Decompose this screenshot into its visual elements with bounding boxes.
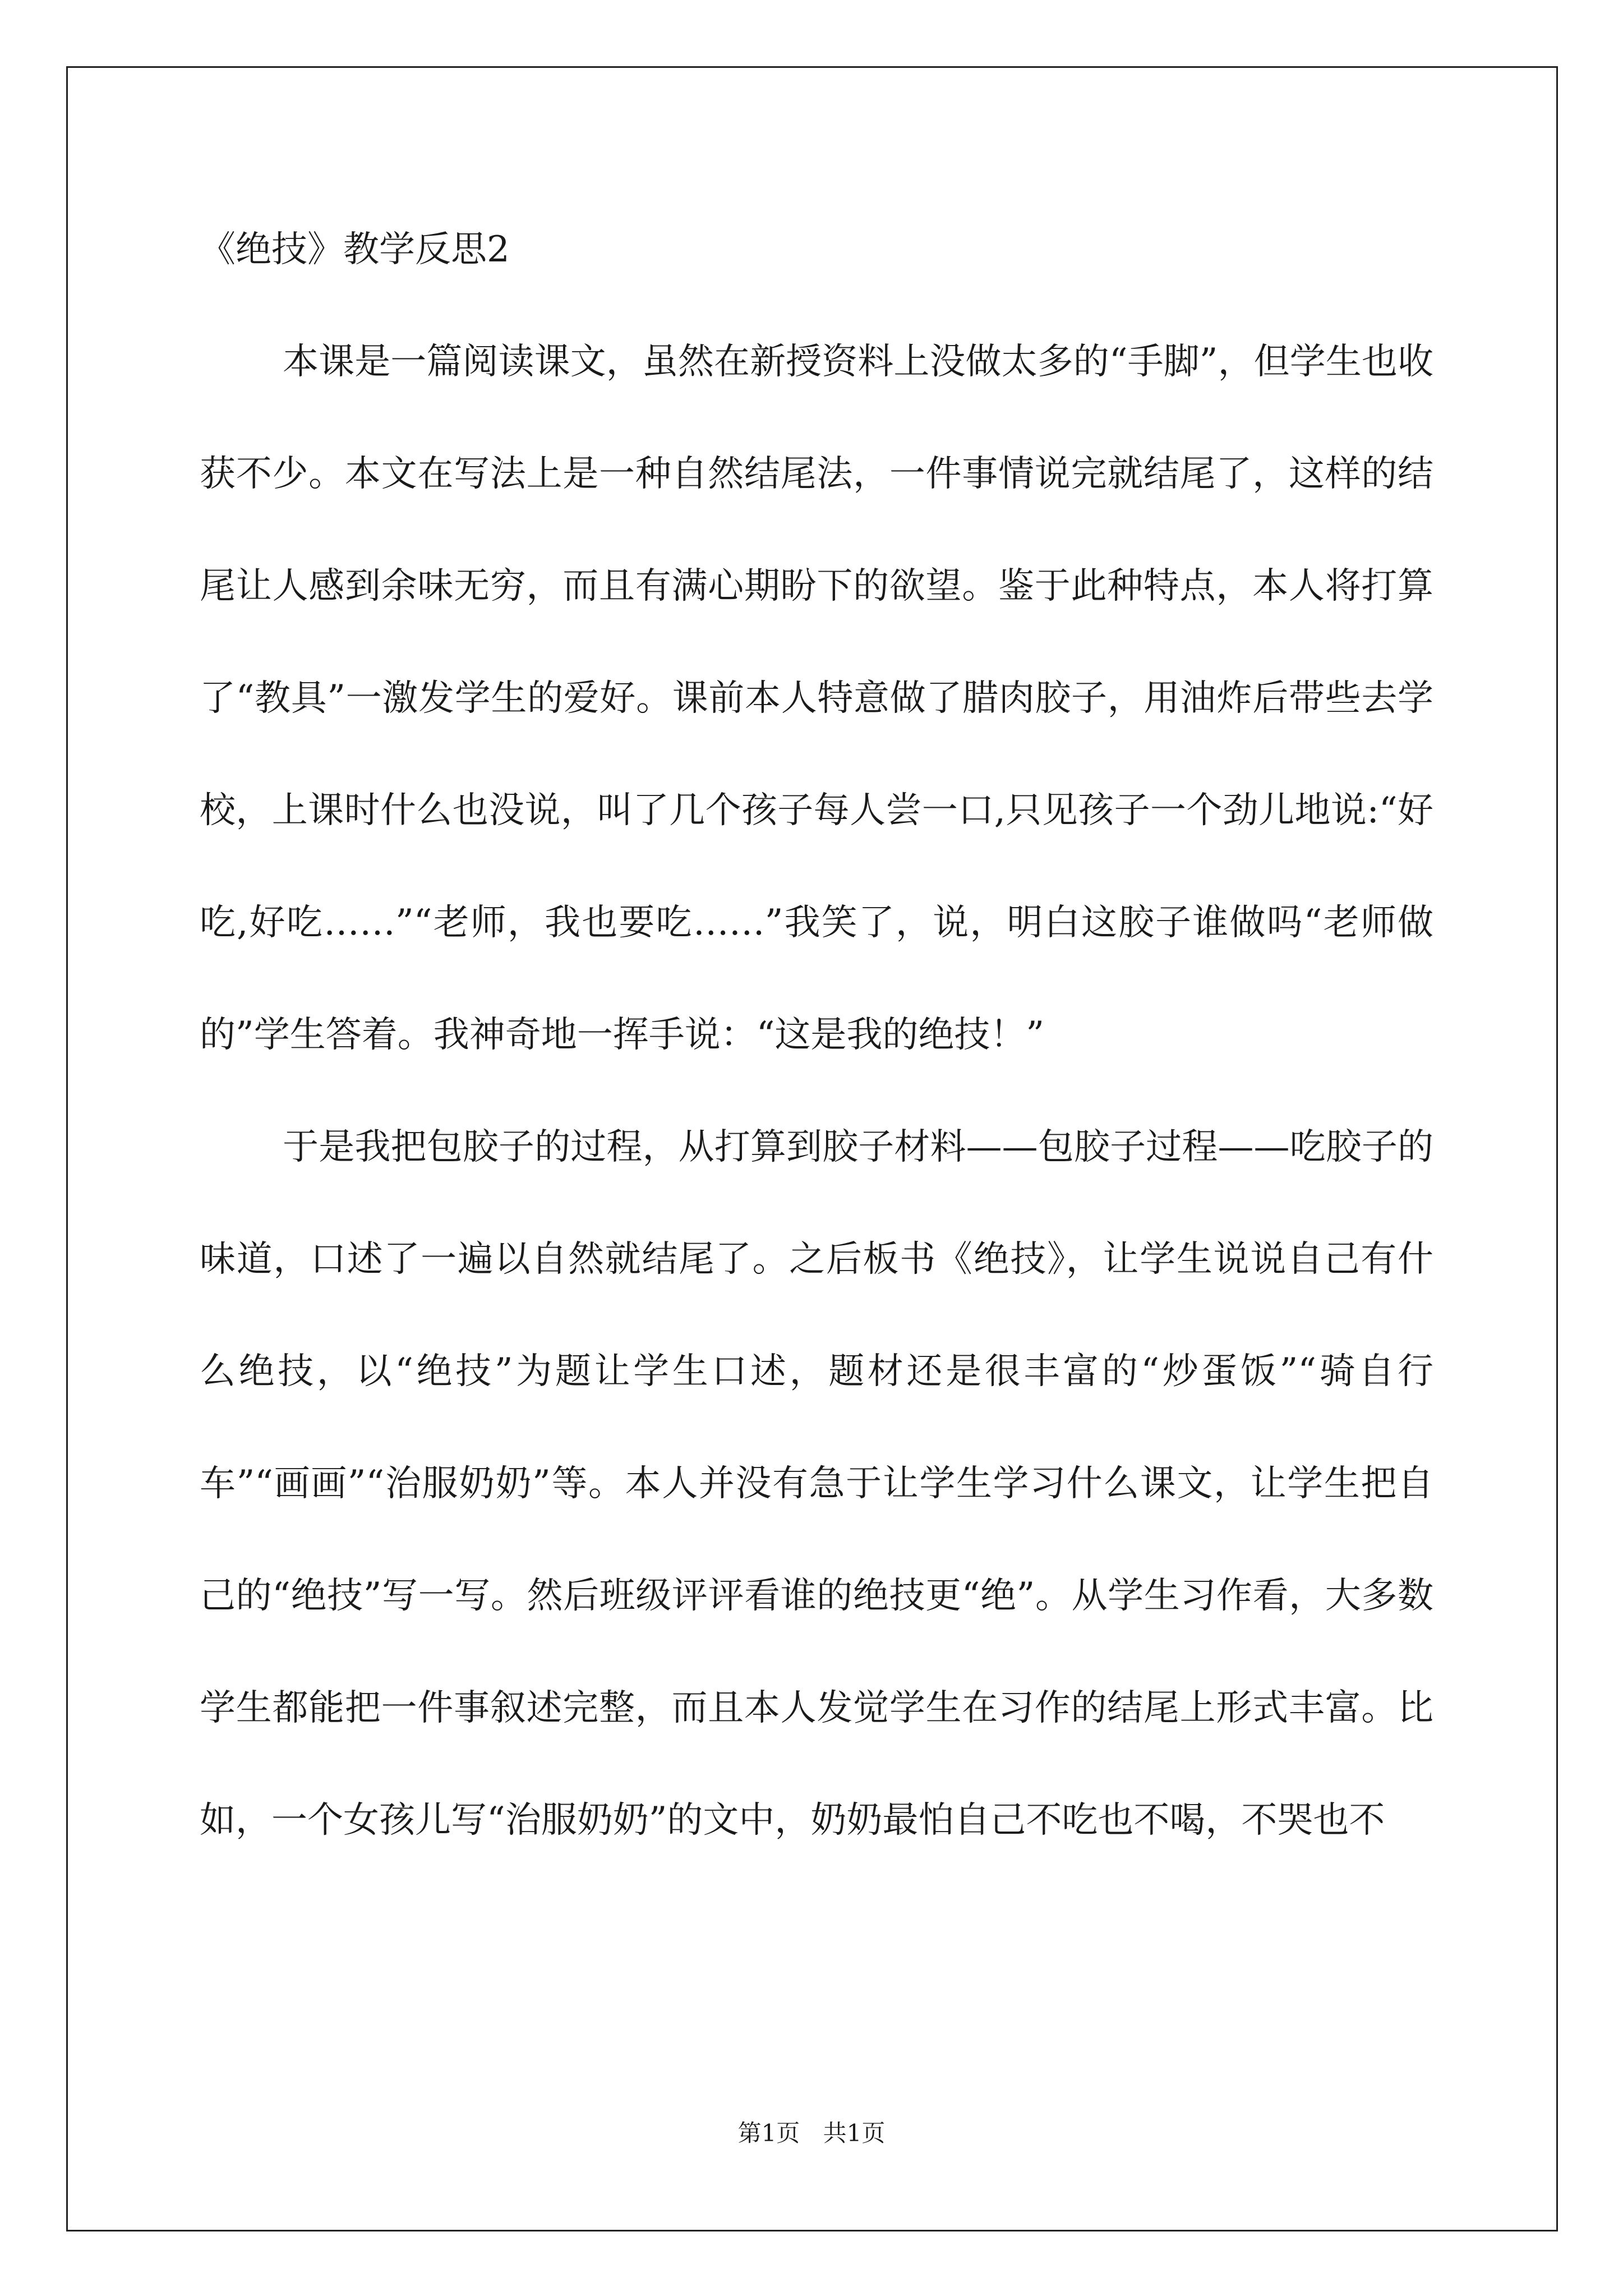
paragraph-2 bbox=[200, 1091, 1433, 1876]
document-body bbox=[200, 224, 1433, 1876]
document-title: 《绝技》教学反思2 bbox=[200, 229, 510, 270]
page-number: 第1页 bbox=[737, 2119, 800, 2147]
paragraph-1-text: 本课是一篇阅读课文，虽然在新授资料上没做太多的“手脚”，但学生也收获不少。本文在写法上是一种自然结尾法，一件事情说完就结尾了，这样的结尾让人感到余味无穷，而且有满心期盼下的欲望。鉴于此种特点，本人将打算了“教具”一激发学生的爱好。课前本人特意做了腊肉胶子，用油炸后带些去学校，上课时什么也没说，叫了几个孩子每人尝一口,只见孩子一个劲儿地说:“好吃,好吃……”“老师，我也要吃……”我笑了，说，明白这胶子谁做吗“老师做的”学生答着。我神奇地一挥手说：“这是我的绝技！” bbox=[200, 341, 1433, 1056]
paragraph-2-text: 于是我把包胶子的过程，从打算到胶子材料——包胶子过程——吃胶子的味道，口述了一遍以自然就结尾了。之后板书《绝技》，让学生说说自己有什么绝技，以“绝技”为题让学生口述，题材还是很丰富的“炒蛋饭”“骑自行车”“画画”“治服奶奶”等。本人并没有急于让学生学习什么课文，让学生把自己的“绝技”写一写。然后班级评评看谁的绝技更“绝”。从学生习作看，大多数学生都能把一件事叙述完整，而且本人发觉学生在习作的结尾上形式丰富。比如，一个女孩儿写“治服奶奶”的文中，奶奶最怕自己不吃也不喝，不哭也不 bbox=[200, 1126, 1433, 1841]
paragraph-1 bbox=[200, 306, 1433, 1091]
page-total: 共1页 bbox=[823, 2119, 886, 2147]
page-footer bbox=[0, 2115, 1623, 2148]
